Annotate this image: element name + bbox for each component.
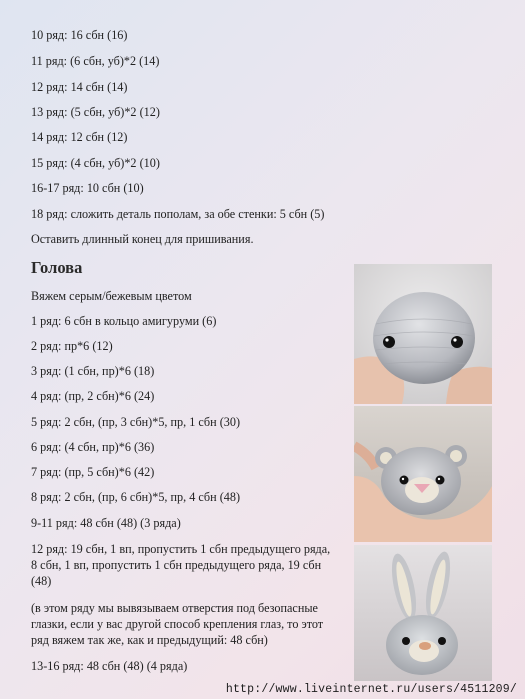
photo-bunny-head <box>354 545 492 681</box>
row-16-17: 16-17 ряд: 10 сбн (10) <box>31 181 144 195</box>
head-row-4: 4 ряд: (пр, 2 сбн)*6 (24) <box>31 389 155 403</box>
head-row-5: 5 ряд: 2 сбн, (пр, 3 сбн)*5, пр, 1 сбн (30) <box>31 415 241 429</box>
head-color-note: Вяжем серым/бежевым цветом <box>31 289 192 303</box>
section-title-head: Голова <box>31 258 83 277</box>
head-row-3: 3 ряд: (1 сбн, пр)*6 (18) <box>31 364 155 378</box>
head-row-12-line-2: 8 сбн, 1 вп, пропустить 1 сбн предыдущего ряда, 19 сбн <box>31 558 322 572</box>
head-row-1: 1 ряд: 6 сбн в кольцо амигуруми (6) <box>31 314 217 328</box>
head-row-12-line-1: 12 ряд: 19 сбн, 1 вп, пропустить 1 сбн предыдущего ряда, <box>31 542 331 556</box>
head-row-7: 7 ряд: (пр, 5 сбн)*6 (42) <box>31 465 155 479</box>
eye-hole-note-line-1: (в этом ряду мы вывязываем отверстия под безопасные <box>31 601 318 615</box>
photo-bear-head <box>354 406 492 542</box>
row-11: 11 ряд: (6 сбн, уб)*2 (14) <box>31 54 160 68</box>
row-18: 18 ряд: сложить деталь пополам, за обе стенки: 5 сбн (5) <box>31 207 325 221</box>
head-row-6: 6 ряд: (4 сбн, пр)*6 (36) <box>31 440 155 454</box>
head-row-2: 2 ряд: пр*6 (12) <box>31 339 113 353</box>
row-14: 14 ряд: 12 сбн (12) <box>31 130 128 144</box>
watermark-url: http://www.liveinternet.ru/users/4511209/ <box>225 683 517 696</box>
row-12: 12 ряд: 14 сбн (14) <box>31 80 128 94</box>
row-15: 15 ряд: (4 сбн, уб)*2 (10) <box>31 156 160 170</box>
head-row-8: 8 ряд: 2 сбн, (пр, 6 сбн)*5, пр, 4 сбн (48) <box>31 490 241 504</box>
head-row-9-11: 9-11 ряд: 48 сбн (48) (3 ряда) <box>31 516 181 530</box>
leave-tail-note: Оставить длинный конец для пришивания. <box>31 232 254 246</box>
row-13: 13 ряд: (5 сбн, уб)*2 (12) <box>31 105 160 119</box>
row-10: 10 ряд: 16 сбн (16) <box>31 28 128 42</box>
eye-hole-note-line-3: ряд вяжем так же, как и предыдущий: 48 сбн) <box>31 633 268 647</box>
head-row-12-line-3: (48) <box>31 574 52 588</box>
photo-grey-head <box>354 264 492 404</box>
head-row-13-16: 13-16 ряд: 48 сбн (48) (4 ряда) <box>31 659 188 673</box>
eye-hole-note-line-2: глазки, если у вас другой способ крепления глаз, то этот <box>31 617 324 631</box>
